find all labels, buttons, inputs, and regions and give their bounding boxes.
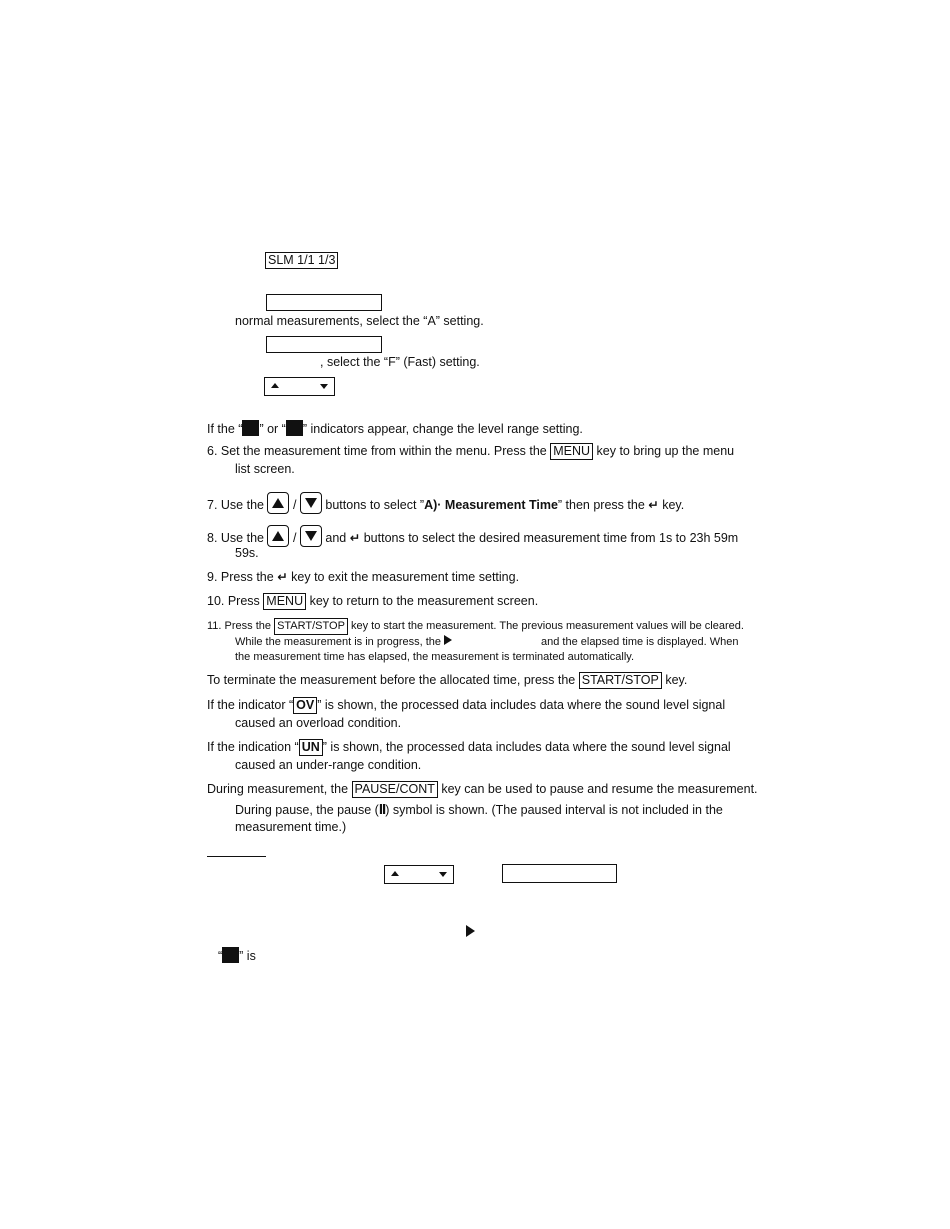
step-6: 6. Set the measurement time from within the menu. Press the MENU key to bring up the menu (207, 444, 735, 458)
overload-note-line-2: caused an overload condition. (235, 716, 402, 730)
indicator-block-icon (222, 947, 239, 963)
play-indicator-icon (444, 635, 452, 645)
weighting-note: normal measurements, select the “A” setting. (235, 314, 484, 328)
menu-key[interactable]: MENU (263, 593, 306, 610)
step-11: 11. Press the START/STOP key to start the measurement. The previous measurement values will be cleared. (207, 618, 744, 635)
start-stop-key[interactable]: START/STOP (579, 672, 662, 689)
play-indicator-footer (466, 925, 475, 942)
step-11-line-2: While the measurement is in progress, the (235, 634, 452, 651)
range-indicator-note: If the “ ” or “ ” indicators appear, change the level range setting. (207, 422, 583, 436)
over-indicator-icon (242, 420, 259, 436)
slm-key[interactable]: SLM 1/1 1/3 (265, 252, 338, 269)
terminate-note: To terminate the measurement before the allocated time, press the START/STOP key. (207, 673, 688, 687)
step-6-line-2: list screen. (235, 462, 295, 476)
play-indicator-icon (466, 925, 475, 937)
blank-field-3 (502, 864, 617, 883)
pause-icon: II (378, 801, 386, 818)
down-arrow-button-icon[interactable] (300, 492, 322, 514)
step-8-line-2: 59s. (235, 546, 259, 560)
start-stop-key[interactable]: START/STOP (274, 618, 348, 635)
level-range-selector-2[interactable] (384, 865, 454, 884)
step-9: 9. Press the ↵ key to exit the measurement time setting. (207, 570, 520, 584)
overload-note: If the indicator “ OV ” is shown, the processed data includes data where the sound level signal (207, 698, 726, 712)
up-arrow-button-icon[interactable] (267, 525, 289, 547)
step-10: 10. Press MENU key to return to the measurement screen. (207, 594, 539, 608)
step-7: 7. Use the / buttons to select ”A)· Measurement Time” then press the ↵ key. (207, 492, 684, 514)
underrange-indicator: UN (299, 739, 323, 756)
step-11-line-2-tail: and the elapsed time is displayed. When (541, 636, 739, 648)
up-arrow-button-icon[interactable] (267, 492, 289, 514)
section-divider (207, 856, 266, 857)
enter-key-icon[interactable]: ↵ (349, 531, 361, 545)
enter-key-icon[interactable]: ↵ (648, 498, 659, 512)
pause-note-line-3: measurement time.) (235, 820, 347, 834)
under-indicator-icon (286, 420, 303, 436)
underrange-note-line-2: caused an under-range condition. (235, 758, 422, 772)
step-11-line-3: the measurement time has elapsed, the measurement is terminated automatically. (235, 651, 635, 663)
caret-down-icon (320, 384, 328, 389)
overload-indicator: OV (293, 697, 317, 714)
pause-note-line-2: During pause, the pause (II) symbol is shown. (The paused interval is not included in the (235, 801, 723, 818)
menu-key[interactable]: MENU (550, 443, 593, 460)
blank-field-2 (266, 336, 382, 353)
blank-field-1 (266, 294, 382, 311)
caret-up-icon (391, 871, 399, 876)
step-8: 8. Use the / and ↵ buttons to select the desired measurement time from 1s to 23h 59m (207, 525, 738, 547)
level-range-selector[interactable] (264, 377, 335, 396)
caret-down-icon (439, 872, 447, 877)
pause-cont-key[interactable]: PAUSE/CONT (352, 781, 438, 798)
slm-key-row (265, 252, 338, 269)
underrange-note: If the indication “ UN ” is shown, the processed data includes data where the sound level signal (207, 740, 731, 754)
enter-key-icon[interactable]: ↵ (277, 570, 288, 584)
time-weighting-note: , select the “F” (Fast) setting. (320, 355, 480, 369)
down-arrow-button-icon[interactable] (300, 525, 322, 547)
pause-note: During measurement, the PAUSE/CONT key can be used to pause and resume the measurement. (207, 782, 758, 796)
caret-up-icon (271, 383, 279, 388)
footer-note: “ ” is (218, 949, 256, 963)
